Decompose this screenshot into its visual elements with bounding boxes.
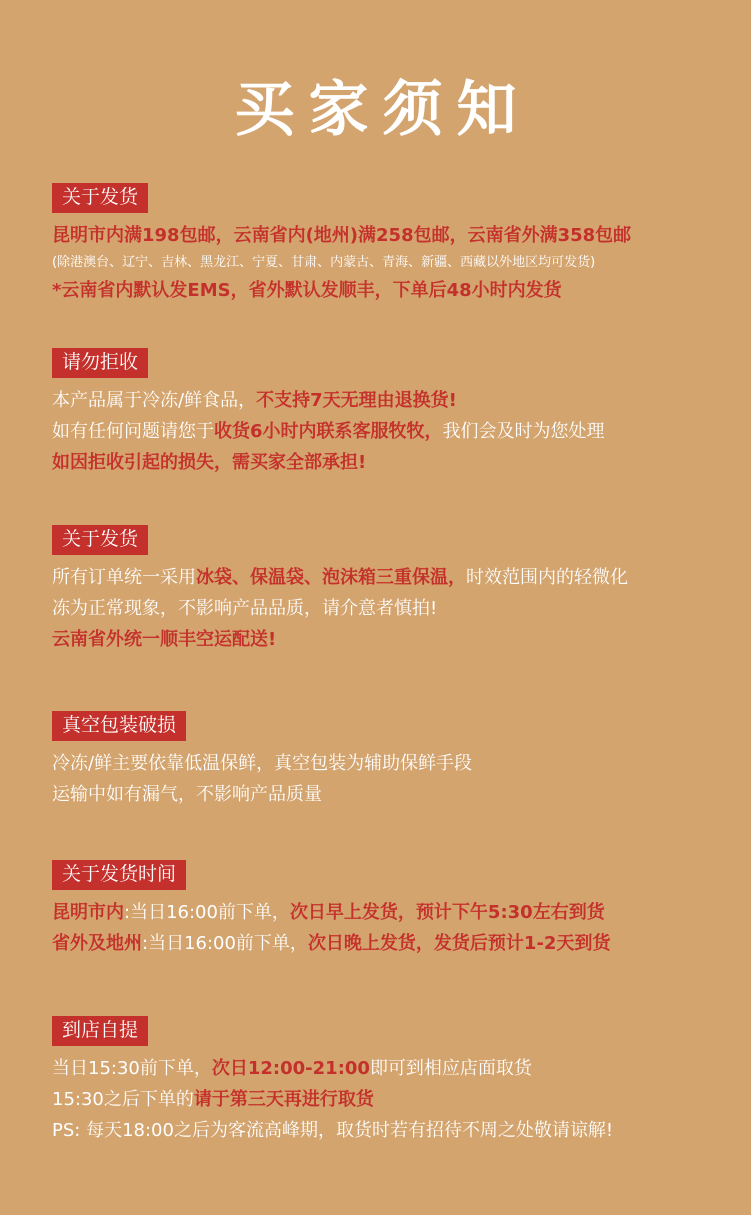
highlight-text: 云南省外统一顺丰空运配送! — [52, 629, 277, 650]
section-no-refusal — [52, 348, 732, 478]
section-body — [52, 220, 732, 306]
highlight-text: *云南省内默认发EMS，省外默认发顺丰，下单后48小时内发货 — [52, 280, 562, 301]
plain-text: 冻为正常现象，不影响产品品质，请介意者慎拍! — [52, 598, 438, 619]
plain-text: 本产品属于冷冻/鲜食品， — [52, 390, 257, 411]
text-line — [52, 897, 732, 928]
plain-text: (除港澳台、辽宁、吉林、黑龙江、宁夏、甘肃、内蒙古、青海、新疆、西藏以外地区均可发货) — [52, 255, 596, 270]
section-store-pickup — [52, 1016, 732, 1146]
highlight-text: 省外及地州 — [52, 933, 142, 954]
section-packaging — [52, 525, 732, 655]
highlight-text: 冰袋、保温袋、泡沫箱三重保温， — [196, 567, 466, 588]
text-line — [52, 416, 732, 447]
text-line — [52, 1084, 732, 1115]
plain-text: 即可到相应店面取货 — [369, 1058, 532, 1079]
section-tag: 到店自提 — [52, 1016, 148, 1046]
plain-text: 15:30之后下单的 — [52, 1089, 194, 1110]
plain-text: 运输中如有漏气，不影响产品质量 — [52, 784, 322, 805]
section-body — [52, 385, 732, 478]
plain-text: 如有任何问题请您于 — [52, 421, 214, 442]
page-title: 买家须知 — [234, 75, 531, 145]
text-line — [52, 562, 732, 593]
plain-text: 我们会及时为您处理 — [442, 421, 605, 442]
highlight-text: 次日早上发货，预计下午5:30左右到货 — [289, 902, 605, 923]
text-line — [52, 928, 732, 959]
highlight-text: 不支持7天无理由退换货! — [256, 390, 457, 411]
plain-text: 冷冻/鲜主要依靠低温保鲜，真空包装为辅助保鲜手段 — [52, 753, 473, 774]
section-body — [52, 748, 732, 810]
plain-text: 当日15:30前下单， — [52, 1058, 212, 1079]
highlight-text: 昆明市内 — [52, 902, 124, 923]
text-line — [52, 779, 732, 810]
highlight-text: 请于第三天再进行取货 — [193, 1089, 374, 1110]
plain-text: 时效范围内的轻微化 — [466, 567, 628, 588]
highlight-text: 收货6小时内联系客服牧牧， — [214, 421, 443, 442]
text-line — [52, 1053, 732, 1084]
section-tag: 关于发货 — [52, 183, 148, 213]
text-line — [52, 385, 732, 416]
section-shipping-time — [52, 860, 732, 959]
text-line — [52, 593, 732, 624]
section-body — [52, 897, 732, 959]
text-line — [52, 447, 732, 478]
plain-text: 所有订单统一采用 — [52, 567, 196, 588]
section-tag: 关于发货时间 — [52, 860, 186, 890]
section-tag: 请勿拒收 — [52, 348, 148, 378]
section-tag: 真空包装破损 — [52, 711, 186, 741]
section-tag: 关于发货 — [52, 525, 148, 555]
plain-text: PS: 每天18:00之后为客流高峰期，取货时若有招待不周之处敬请谅解! — [52, 1120, 614, 1141]
text-line — [52, 624, 732, 655]
section-body — [52, 1053, 732, 1146]
text-line — [52, 251, 732, 275]
highlight-text: 昆明市内满198包邮，云南省内(地州)满258包邮，云南省外满358包邮 — [52, 225, 632, 246]
highlight-text: 次日晚上发货，发货后预计1-2天到货 — [307, 933, 611, 954]
text-line — [52, 275, 732, 306]
section-body — [52, 562, 732, 655]
highlight-text: 如因拒收引起的损失，需买家全部承担! — [52, 452, 367, 473]
highlight-text: 次日12:00-21:00 — [211, 1058, 370, 1079]
text-line — [52, 1115, 732, 1146]
section-shipping — [52, 183, 732, 306]
text-line — [52, 220, 732, 251]
text-line — [52, 748, 732, 779]
plain-text: :当日16:00前下单， — [142, 933, 308, 954]
plain-text: :当日16:00前下单， — [124, 902, 290, 923]
section-vacuum-damage — [52, 711, 732, 810]
